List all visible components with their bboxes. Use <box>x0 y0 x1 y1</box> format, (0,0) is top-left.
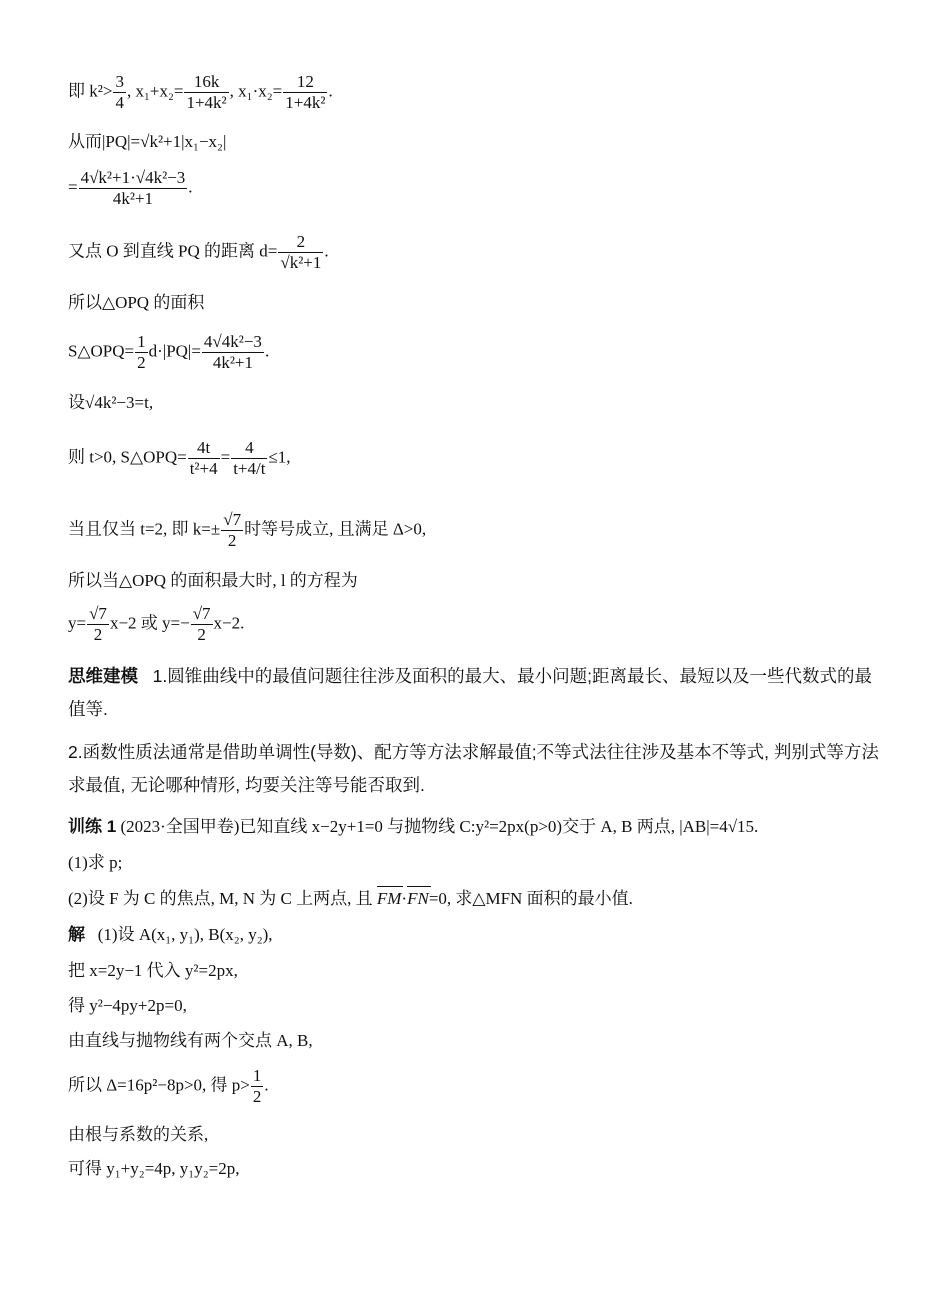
solution-line-6: 由根与系数的关系, <box>68 1125 209 1144</box>
exercise-question-2: (2)设 F 为 C 的焦点, M, N 为 C 上两点, 且 FM·FN=0, 求△MFN 面积的最小值. <box>68 889 633 908</box>
exercise-question-1: (1)求 p; <box>68 853 123 872</box>
fraction: $\frac{√7}{2}$ <box>89 604 107 644</box>
fraction: $\frac{12}{\text{1+4k²}}$ <box>285 72 326 112</box>
fraction: $\frac{\text{4√k²+1·√4k²−3}}{\text{4k²+1}}$ <box>80 168 186 208</box>
math-line-k-squared: 即 k²> $\frac{3}{4}$ , x₁+x₂= $\frac{16k}{\text{1+4k²}}$ , x₁·x₂= $\frac{12}{\text{1+4k²}}$ . <box>68 72 333 112</box>
solution-line-1: 解 (1)设 A(x₁, y₁), B(x₂, y₂), <box>68 925 273 944</box>
math-line-pq-expanded: = $\frac{\text{4√k²+1·√4k²−3}}{\text{4k²+1}}$ . <box>68 168 193 208</box>
vector-fm: FM <box>376 889 402 908</box>
fraction: $\frac{2}{\text{√k²+1}}$ <box>280 232 322 272</box>
math-line-distance: 又点 O 到直线 PQ 的距离 d= $\frac{2}{\text{√k²+1}}$ . <box>68 232 329 272</box>
solution-line-4: 由直线与抛物线有两个交点 A, B, <box>68 1031 313 1050</box>
thinking-model-label: 思维建模 <box>68 666 138 686</box>
solution-line-3: 得 y²−4py+2p=0, <box>68 996 187 1015</box>
fraction: $\frac{√7}{2}$ <box>223 510 242 550</box>
fraction: $\frac{4}{t+4/t}$ <box>233 438 266 478</box>
solution-line-5: 所以 Δ=16p²−8p>0, 得 p> $\frac{1}{2}$ . <box>68 1066 269 1106</box>
fraction: $\frac{\text{4√4k²−3}}{\text{4k²+1}}$ <box>203 332 262 372</box>
exercise-stem <box>68 816 758 838</box>
fraction: $\frac{1}{2}$ <box>252 1066 262 1106</box>
math-line-equality-condition: 当且仅当 t=2, 即 k=± $\frac{√7}{2}$ 时等号成立, 且满足 Δ>0, <box>68 510 427 550</box>
solution-line-2: 把 x=2y−1 代入 y²=2px, <box>68 961 238 980</box>
text-line-conclusion: 所以当△OPQ 的面积最大时, l 的方程为 <box>68 571 358 590</box>
solution-label: 解 <box>68 925 85 944</box>
text-line-area: 所以△OPQ 的面积 <box>68 293 205 312</box>
fraction: $\frac{4t}{\text{t²+4}}$ <box>189 438 218 478</box>
exercise-text: (2023·全国甲卷)已知直线 x−2y+1=0 与抛物线 C:y²=2px(p>0)交于 A, B 两点, |AB|=4√15. <box>120 817 759 836</box>
solution-line-7: 可得 y₁+y₂=4p, y₁y₂=2p, <box>68 1159 240 1178</box>
thinking-model-paragraph <box>68 660 888 726</box>
math-line-line-equation: y= $\frac{√7}{2}$ x−2 或 y=− $\frac{√7}{2}$ x−2. <box>68 604 245 644</box>
math-line-pq-length: 从而|PQ|=√k²+1|x₁−x₂| <box>68 132 227 151</box>
exercise-label: 训练 1 <box>68 817 117 836</box>
fraction: $\frac{16k}{\text{1+4k²}}$ <box>186 72 227 112</box>
vector-fn: FN <box>407 889 429 908</box>
fraction: $\frac{1}{2}$ <box>137 332 146 372</box>
math-line-area-formula: S△OPQ= $\frac{1}{2}$ d·|PQ|= $\frac{\text{4√4k²−3}}{\text{4k²+1}}$ . <box>68 332 270 372</box>
math-line-substitution: 设√4k²−3=t, <box>68 393 154 412</box>
thinking-model-point-1: 1.圆锥曲线中的最值问题往往涉及面积的最大、最小问题;距离最长、最短以及一些代数式的最值等. <box>68 666 873 719</box>
math-line-inequality: 则 t>0, S△OPQ= $\frac{4t}{\text{t²+4}}$ = $\frac{4}{t+4/t}$ ≤1, <box>68 438 291 478</box>
fraction: $\frac{3}{4}$ <box>115 72 124 112</box>
thinking-model-point-2: 2.函数性质法通常是借助单调性(导数)、配方等方法求解最值;不等式法往往涉及基本不等式, 判别式等方法求最值, 无论哪种情形, 均要关注等号能否取到. <box>68 742 879 795</box>
fraction: $\frac{√7}{2}$ <box>192 604 211 644</box>
